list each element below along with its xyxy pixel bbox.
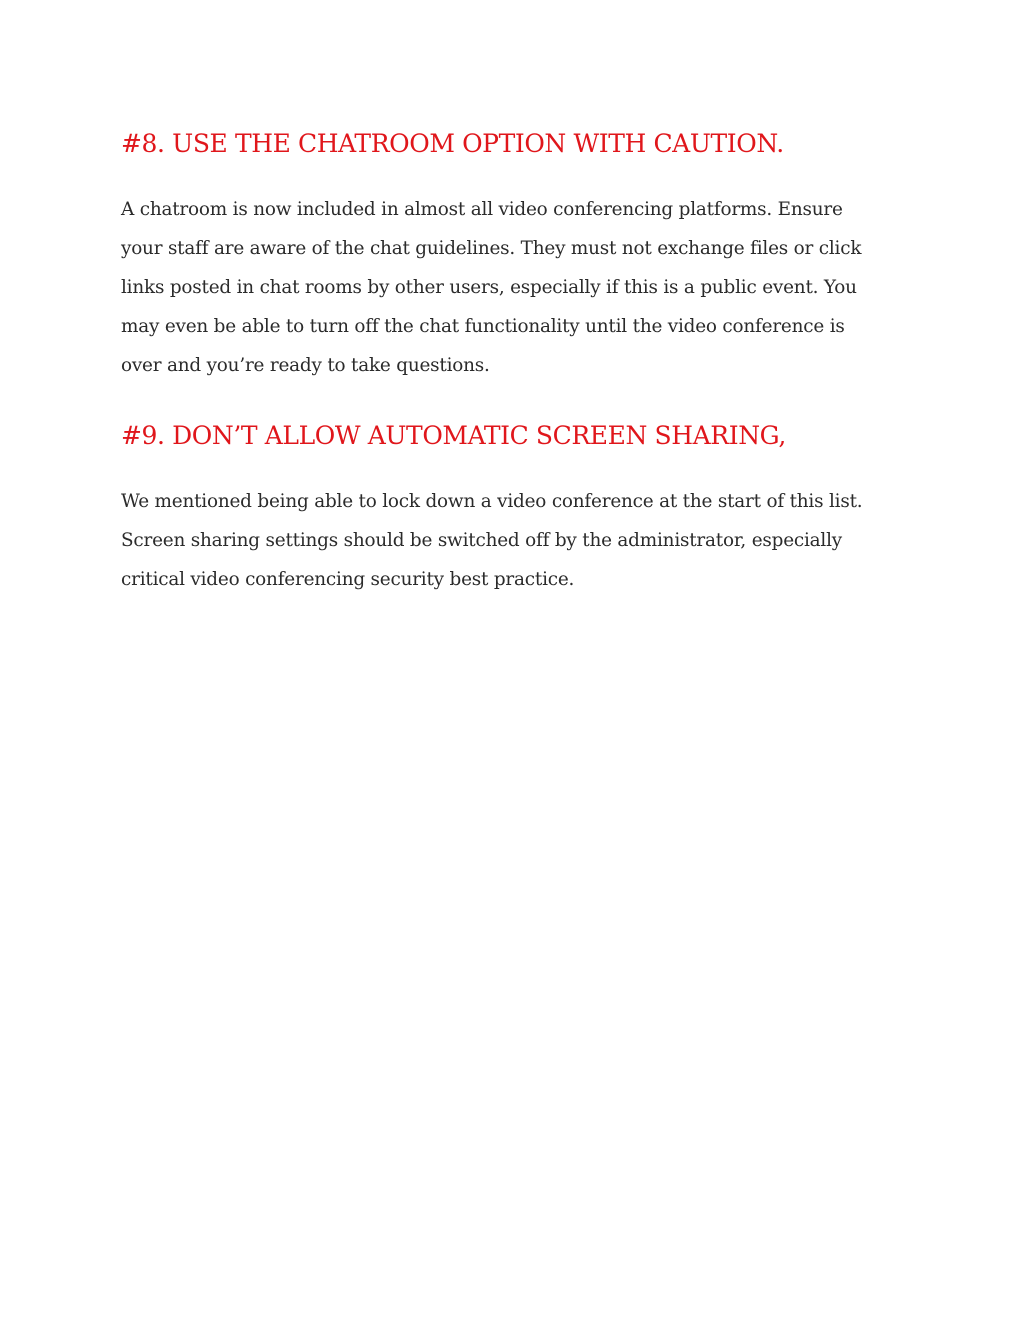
- section-heading-8: #8. USE THE CHATROOM OPTION WITH CAUTION.: [121, 129, 784, 158]
- paragraph-line: links posted in chat rooms by other users, especially if this is a public event. You: [121, 277, 857, 298]
- paragraph-line: over and you’re ready to take questions.: [121, 355, 490, 376]
- paragraph-line: critical video conferencing security best practice.: [121, 569, 575, 590]
- document-content: [121, 126, 901, 599]
- paragraph-line: Screen sharing settings should be switched off by the administrator, especially: [121, 530, 842, 551]
- paragraph-line: A chatroom is now included in almost all video conferencing platforms. Ensure: [121, 199, 843, 220]
- paragraph-line: your staff are aware of the chat guidelines. They must not exchange files or click: [121, 238, 862, 259]
- section-heading-9: #9. DON’T ALLOW AUTOMATIC SCREEN SHARING,: [121, 421, 786, 450]
- section-paragraph-9: [121, 482, 901, 599]
- paragraph-line: We mentioned being able to lock down a video conference at the start of this list.: [121, 491, 863, 512]
- paragraph-line: may even be able to turn off the chat functionality until the video conference is: [121, 316, 845, 337]
- section-paragraph-8: [121, 190, 901, 385]
